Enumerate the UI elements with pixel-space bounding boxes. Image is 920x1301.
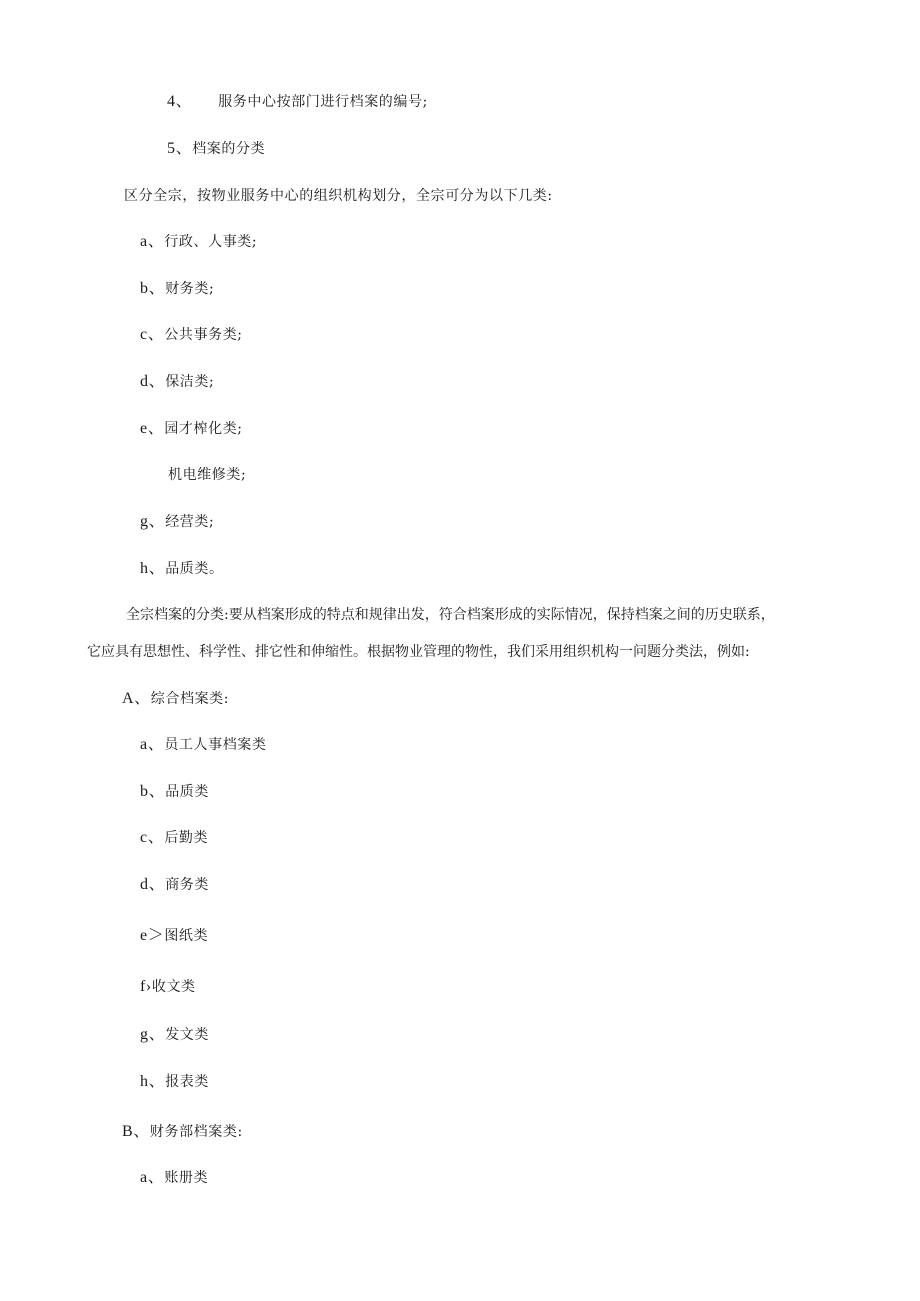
- list-item: [140, 325, 243, 345]
- list-marker: h、: [140, 1073, 166, 1090]
- list-marker: g、: [140, 1026, 166, 1043]
- line-text: 保洁类;: [165, 374, 215, 390]
- line-text: 品质类: [165, 784, 210, 800]
- list-item: [140, 512, 214, 532]
- paragraph-line: [126, 605, 775, 625]
- line-text: 收文类: [151, 979, 196, 995]
- paragraph-line: [124, 186, 553, 206]
- list-item: [140, 372, 214, 392]
- line-text: 行政、人事类;: [164, 234, 258, 250]
- list-marker: B、: [122, 1123, 150, 1140]
- line-text: 财务部档案类:: [149, 1124, 243, 1140]
- line-text: 发文类: [165, 1027, 210, 1043]
- line-text: 它应具有思想性、科学性、排它性和伸缩性。根据物业管理的物性，我们采用组织机构一问题分类法，例如:: [87, 644, 750, 660]
- list-marker: a、: [140, 1169, 165, 1186]
- line-text: 账册类: [164, 1170, 209, 1186]
- list-item: [140, 1168, 208, 1188]
- list-item: [140, 559, 224, 579]
- list-marker: a、: [140, 736, 165, 753]
- list-item: [140, 926, 208, 946]
- list-marker: 5、: [167, 140, 193, 157]
- list-marker: d、: [140, 876, 166, 893]
- list-marker: b、: [140, 783, 166, 800]
- line-text: 后勤类: [164, 830, 209, 846]
- line-text: 图纸类: [164, 928, 209, 944]
- list-marker: f›: [140, 978, 152, 995]
- list-item: [140, 1072, 209, 1092]
- section-heading: [122, 689, 229, 709]
- list-marker: a、: [140, 233, 165, 250]
- list-item: [168, 465, 246, 485]
- list-item: [140, 735, 267, 755]
- line-text: 品质类。: [165, 561, 224, 577]
- line-text: 财务类;: [165, 281, 215, 297]
- list-item: [140, 1025, 209, 1045]
- list-marker: d、: [140, 373, 166, 390]
- list-marker: g、: [140, 513, 166, 530]
- list-marker: e＞: [140, 927, 165, 944]
- list-item: [140, 977, 196, 997]
- line-item-4: [167, 92, 428, 112]
- line-text: 机电维修类;: [168, 467, 247, 483]
- line-text: 园才榨化类;: [164, 421, 243, 437]
- list-marker: h、: [140, 560, 166, 577]
- line-text: 全宗档案的分类:要从档案形成的特点和规律出发，符合档案形成的实际情况，保持档案之间的历史联系，: [126, 607, 775, 623]
- list-item: [140, 232, 257, 252]
- line-text: 报表类: [165, 1074, 210, 1090]
- paragraph-line: [87, 642, 750, 662]
- line-text: 商务类: [165, 877, 210, 893]
- line-item-5: [167, 139, 265, 159]
- list-marker: 4、: [167, 93, 193, 110]
- list-item: [140, 875, 209, 895]
- line-text: 经营类;: [165, 514, 215, 530]
- line-text: 服务中心按部门进行档案的编号;: [218, 94, 428, 110]
- list-marker: c、: [140, 829, 165, 846]
- line-text: 综合档案类:: [150, 691, 230, 707]
- list-item: [140, 279, 214, 299]
- list-marker: b、: [140, 280, 166, 297]
- section-heading: [122, 1122, 243, 1142]
- list-item: [140, 782, 209, 802]
- list-marker: e、: [140, 420, 165, 437]
- line-text: 员工人事档案类: [164, 737, 267, 753]
- line-text: 公共事务类;: [164, 327, 243, 343]
- line-text: 区分全宗，按物业服务中心的组织机构划分，全宗可分为以下几类:: [124, 188, 553, 204]
- list-marker: c、: [140, 326, 165, 343]
- line-text: 档案的分类: [192, 141, 266, 157]
- list-item: [140, 828, 208, 848]
- list-marker: A、: [122, 690, 151, 707]
- list-item: [140, 419, 243, 439]
